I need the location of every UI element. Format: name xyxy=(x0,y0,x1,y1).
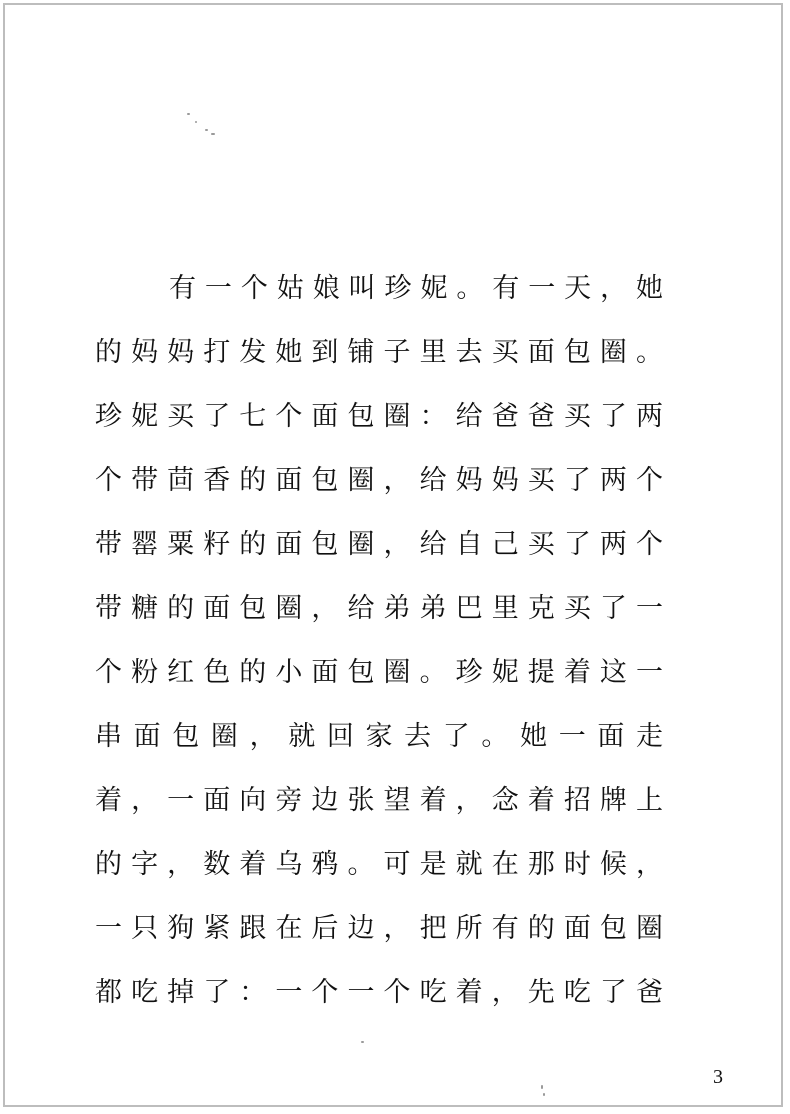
text-line: 有一个姑娘叫珍妮。有一天，她 xyxy=(169,273,665,304)
text-line: 的妈妈打发她到铺子里去买面包圈。 xyxy=(95,337,665,368)
text-line: 珍妮买了七个面包圈：给爸爸买了两 xyxy=(95,401,665,432)
text-line: 个带茴香的面包圈，给妈妈买了两个 xyxy=(95,465,665,496)
text-line: 的字，数着乌鸦。可是就在那时候， xyxy=(95,849,665,880)
scan-speck xyxy=(211,133,215,135)
scan-speck xyxy=(541,1085,543,1089)
text-line: 带糖的面包圈，给弟弟巴里克买了一 xyxy=(95,593,665,624)
text-line: 带罂粟籽的面包圈，给自己买了两个 xyxy=(95,529,665,560)
scan-speck xyxy=(195,121,197,123)
text-line: 着，一面向旁边张望着，念着招牌上 xyxy=(95,785,665,816)
text-line: 都吃掉了：一个一个吃着，先吃了爸 xyxy=(95,977,665,1008)
text-line: 串面包圈，就回家去了。她一面走 xyxy=(95,721,665,752)
scan-speck xyxy=(361,1041,364,1043)
page xyxy=(3,3,783,1107)
scan-speck xyxy=(205,129,208,131)
scan-speck xyxy=(543,1093,545,1096)
scan-speck xyxy=(187,113,190,115)
page-number: 3 xyxy=(713,1066,723,1088)
body-text xyxy=(95,257,665,1025)
text-line: 一只狗紧跟在后边，把所有的面包圈 xyxy=(95,913,665,944)
text-line: 个粉红色的小面包圈。珍妮提着这一 xyxy=(95,657,665,688)
